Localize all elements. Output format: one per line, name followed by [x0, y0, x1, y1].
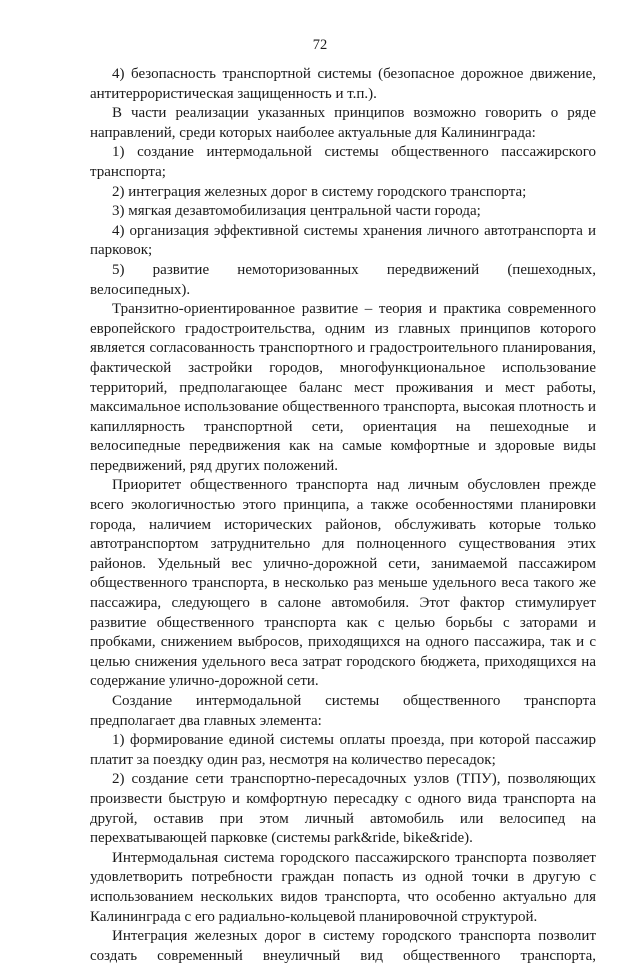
- page-number: 72: [312, 37, 328, 53]
- document-body: [90, 65, 596, 966]
- paragraph-railway-integration: Интеграция железных дорог в систему городского транспорта позволит создать современный внеуличный вид общественного транспорта,: [90, 928, 596, 964]
- paragraph-intermodal-benefits: Интермодальная система городского пассажирского транспорта позволяет удовлетворить потребности граждан попасть из одной точки в другую с использованием нескольких видов транспорта, что особенно актуально для Калининграда с его радиально-кольцевой планировочной структурой.: [90, 849, 596, 925]
- list-item-intermodal: 1) создание интермодальной системы общественного пассажирского транспорта;: [90, 144, 596, 180]
- list-item-parking-storage: 4) организация эффективной системы хранения личного автотранспорта и парковок;: [90, 222, 596, 259]
- paragraph-transit-oriented-development: Транзитно-ориентированное развитие – теория и практика современного европейского градостроительства, одним из главных принципов которого является согласованность транспортного и градостроительного планирования, фактической застройки городов, многофункциональное использование территорий, предполагающее баланс мест проживания и мест работы, максимальное использование общественного транспорта, высокая плотность и капиллярность транспортной сети, ориентация на пешеходные и велосипедные передвижения как на самые комфортные и здоровые виды передвижений, ряд других положений.: [90, 301, 596, 474]
- paragraph-intermodal-elements: Создание интермодальной системы общественного транспорта предполагает два главных элемента:: [90, 693, 596, 729]
- paragraph-safety-item: 4) безопасность транспортной системы (безопасное дорожное движение, антитеррористическая защищенность и т.п.).: [90, 66, 596, 102]
- paragraph-public-transport-priority: Приоритет общественного транспорта над личным обусловлен прежде всего экологичностью этого принципа, а также особенностями планировки города, наличием исторических районов, обслуживать которые только автотранспортом затруднительно для полноценного существования этих районов. Удельный вес улично-дорожной сети, занимаемой пассажиром общественного транспорта, в несколько раз меньше удельного веса такого же пассажира, следующего в салоне автомобиля. Этот фактор стимулирует развитие общественного транспорта как с целью борьбы с заторами и пробками, снижением выбросов, приходящихся на одного пассажира, так и с целью снижения удельного веса затрат городского бюджета, приходящихся на содержание улично-дорожной сети.: [90, 477, 596, 690]
- list-item-railway-integration: 2) интеграция железных дорог в систему городского транспорта;: [112, 183, 527, 200]
- list-item-transfer-hubs: 2) создание сети транспортно-пересадочных узлов (ТПУ), позволяющих произвести быструю и комфортную пересадку с одного вида транспорта на другой, оставив при этом личный автомобиль или велосипед на перехватывающей парковке (системы park&ride, bike&ride).: [90, 771, 596, 847]
- list-item-deautomobilization: 3) мягкая дезавтомобилизация центральной части города;: [112, 203, 481, 220]
- list-item-unified-payment: 1) формирование единой системы оплаты проезда, при которой пассажир платит за поездку один раз, несмотря на количество пересадок;: [90, 732, 596, 768]
- paragraph-directions-intro: В части реализации указанных принципов возможно говорить о ряде направлений, среди которых наиболее актуальные для Калининграда:: [90, 105, 596, 141]
- list-item-non-motorized: 5) развитие немоторизованных передвижений (пешеходных, велосипедных).: [90, 261, 596, 298]
